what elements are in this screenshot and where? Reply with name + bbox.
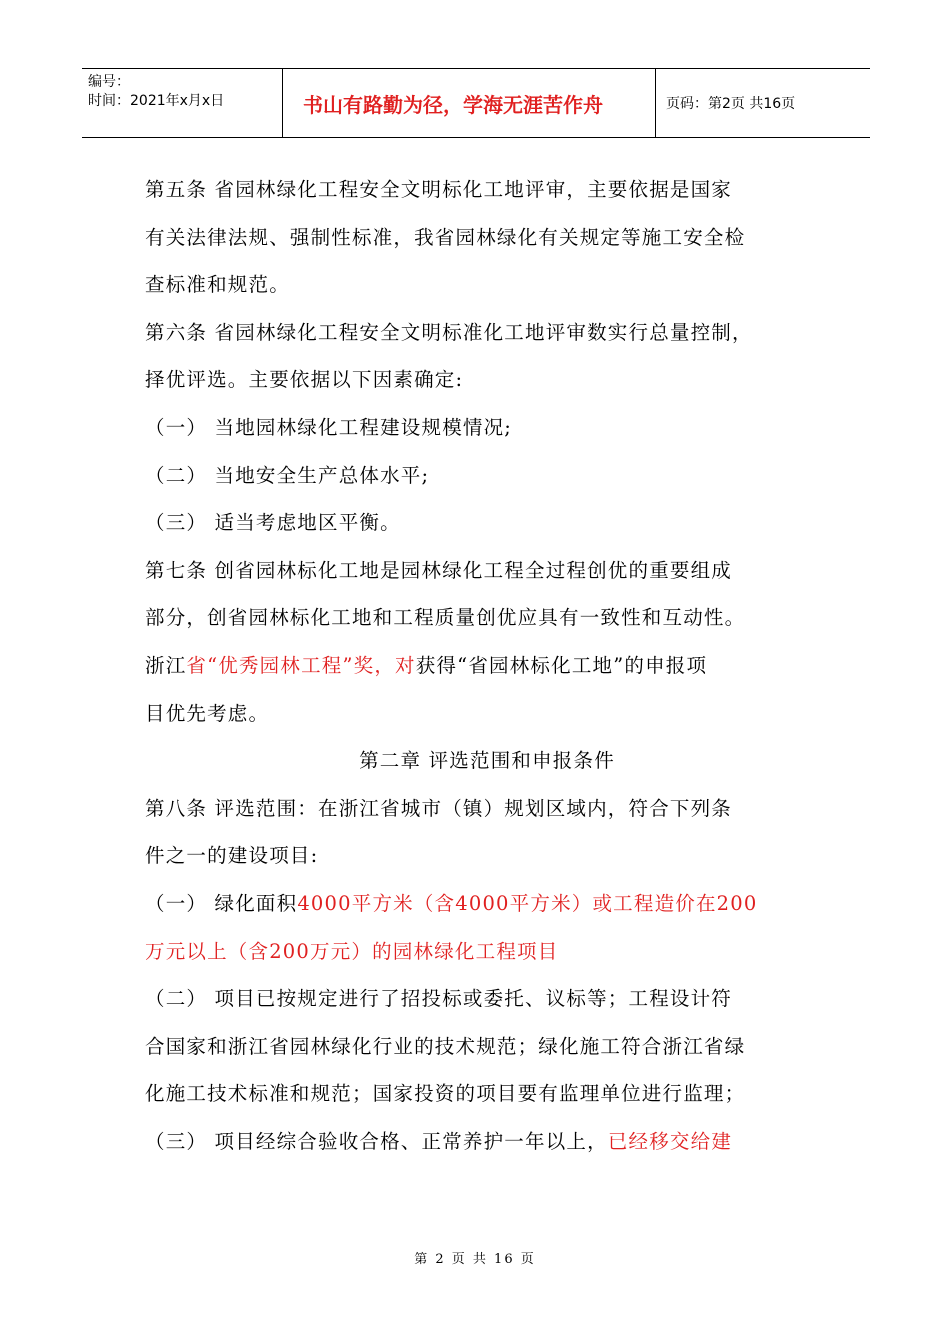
body-text: 部分，创省园林标化工地和工程质量创优应具有一致性和互动性。: [145, 606, 746, 630]
time-label: 时间：2021年x月x日: [88, 93, 225, 109]
highlighted-text: 省“优秀园林工程”奖，对: [186, 653, 416, 677]
body-text: 件之一的建设项目:: [145, 844, 319, 868]
body-text: 第六条 省园林绿化工程安全文明标准化工地评审数实行总量控制，: [145, 320, 753, 344]
header-meta: [82, 69, 282, 137]
text-line: [145, 1070, 825, 1118]
text-line: [145, 356, 825, 404]
number-label: 编号：: [88, 74, 130, 90]
body-text: （一） 绿化面积: [145, 891, 298, 915]
body-text: 第七条 创省园林标化工地是园林绿化工程全过程创优的重要组成: [145, 558, 732, 582]
text-line: [145, 642, 825, 690]
document-body: [145, 166, 825, 1165]
text-line: [145, 166, 825, 214]
header-motto: 书山有路勤为径，学海无涯苦作舟: [282, 69, 656, 137]
text-line: [145, 309, 825, 357]
body-text: 目优先考虑。: [145, 701, 270, 725]
highlighted-text: 已经移交给建: [607, 1129, 733, 1153]
body-text: 查标准和规范。: [145, 273, 290, 297]
highlighted-text: 万元以上（含200万元）的园林绿化工程项目: [145, 939, 559, 963]
text-line: [145, 499, 825, 547]
body-text: （二） 当地安全生产总体水平;: [145, 463, 430, 487]
text-line: [145, 261, 825, 309]
text-line: [145, 594, 825, 642]
text-line: [145, 785, 825, 833]
text-line: [145, 880, 825, 928]
text-line: [145, 452, 825, 500]
body-text: （三） 适当考虑地区平衡。: [145, 511, 401, 535]
highlighted-text: 4000平方米（含4000平方米）或工程造价在200: [297, 891, 758, 915]
body-text: 合国家和浙江省园林绿化行业的技术规范；绿化施工符合浙江省绿: [145, 1034, 746, 1058]
text-line: [145, 928, 825, 976]
body-text: 化施工技术标准和规范；国家投资的项目要有监理单位进行监理；: [145, 1082, 746, 1106]
text-line: [145, 737, 825, 785]
text-line: [145, 547, 825, 595]
body-text: 第五条 省园林绿化工程安全文明标化工地评审，主要依据是国家: [145, 178, 732, 201]
body-text: 有关法律法规、强制性标准，我省园林绿化有关规定等施工安全检: [145, 225, 746, 249]
body-text: （一） 当地园林绿化工程建设规模情况;: [145, 415, 513, 439]
body-text: 择优评选。主要依据以下因素确定:: [145, 368, 464, 392]
text-line: [145, 690, 825, 738]
text-line: [145, 214, 825, 262]
body-text: （二） 项目已按规定进行了招投标或委托、议标等；工程设计符: [145, 987, 732, 1011]
body-text: 第二章 评选范围和申报条件: [359, 749, 615, 773]
text-line: [145, 1023, 825, 1071]
text-line: [145, 832, 825, 880]
body-text: 获得“省园林标化工地”的申报项: [415, 653, 708, 677]
header-page-info: 页码：第2页 共16页: [666, 96, 796, 112]
body-text: 浙江: [145, 653, 187, 677]
page-footer: 第 2 页 共 16 页: [414, 1252, 536, 1267]
text-line: [145, 1118, 825, 1166]
body-text: （三） 项目经综合验收合格、正常养护一年以上，: [145, 1129, 608, 1153]
body-text: 第八条 评选范围：在浙江省城市（镇）规划区域内，符合下列条: [145, 796, 732, 820]
text-line: [145, 404, 825, 452]
page-header: [82, 68, 870, 138]
text-line: [145, 975, 825, 1023]
